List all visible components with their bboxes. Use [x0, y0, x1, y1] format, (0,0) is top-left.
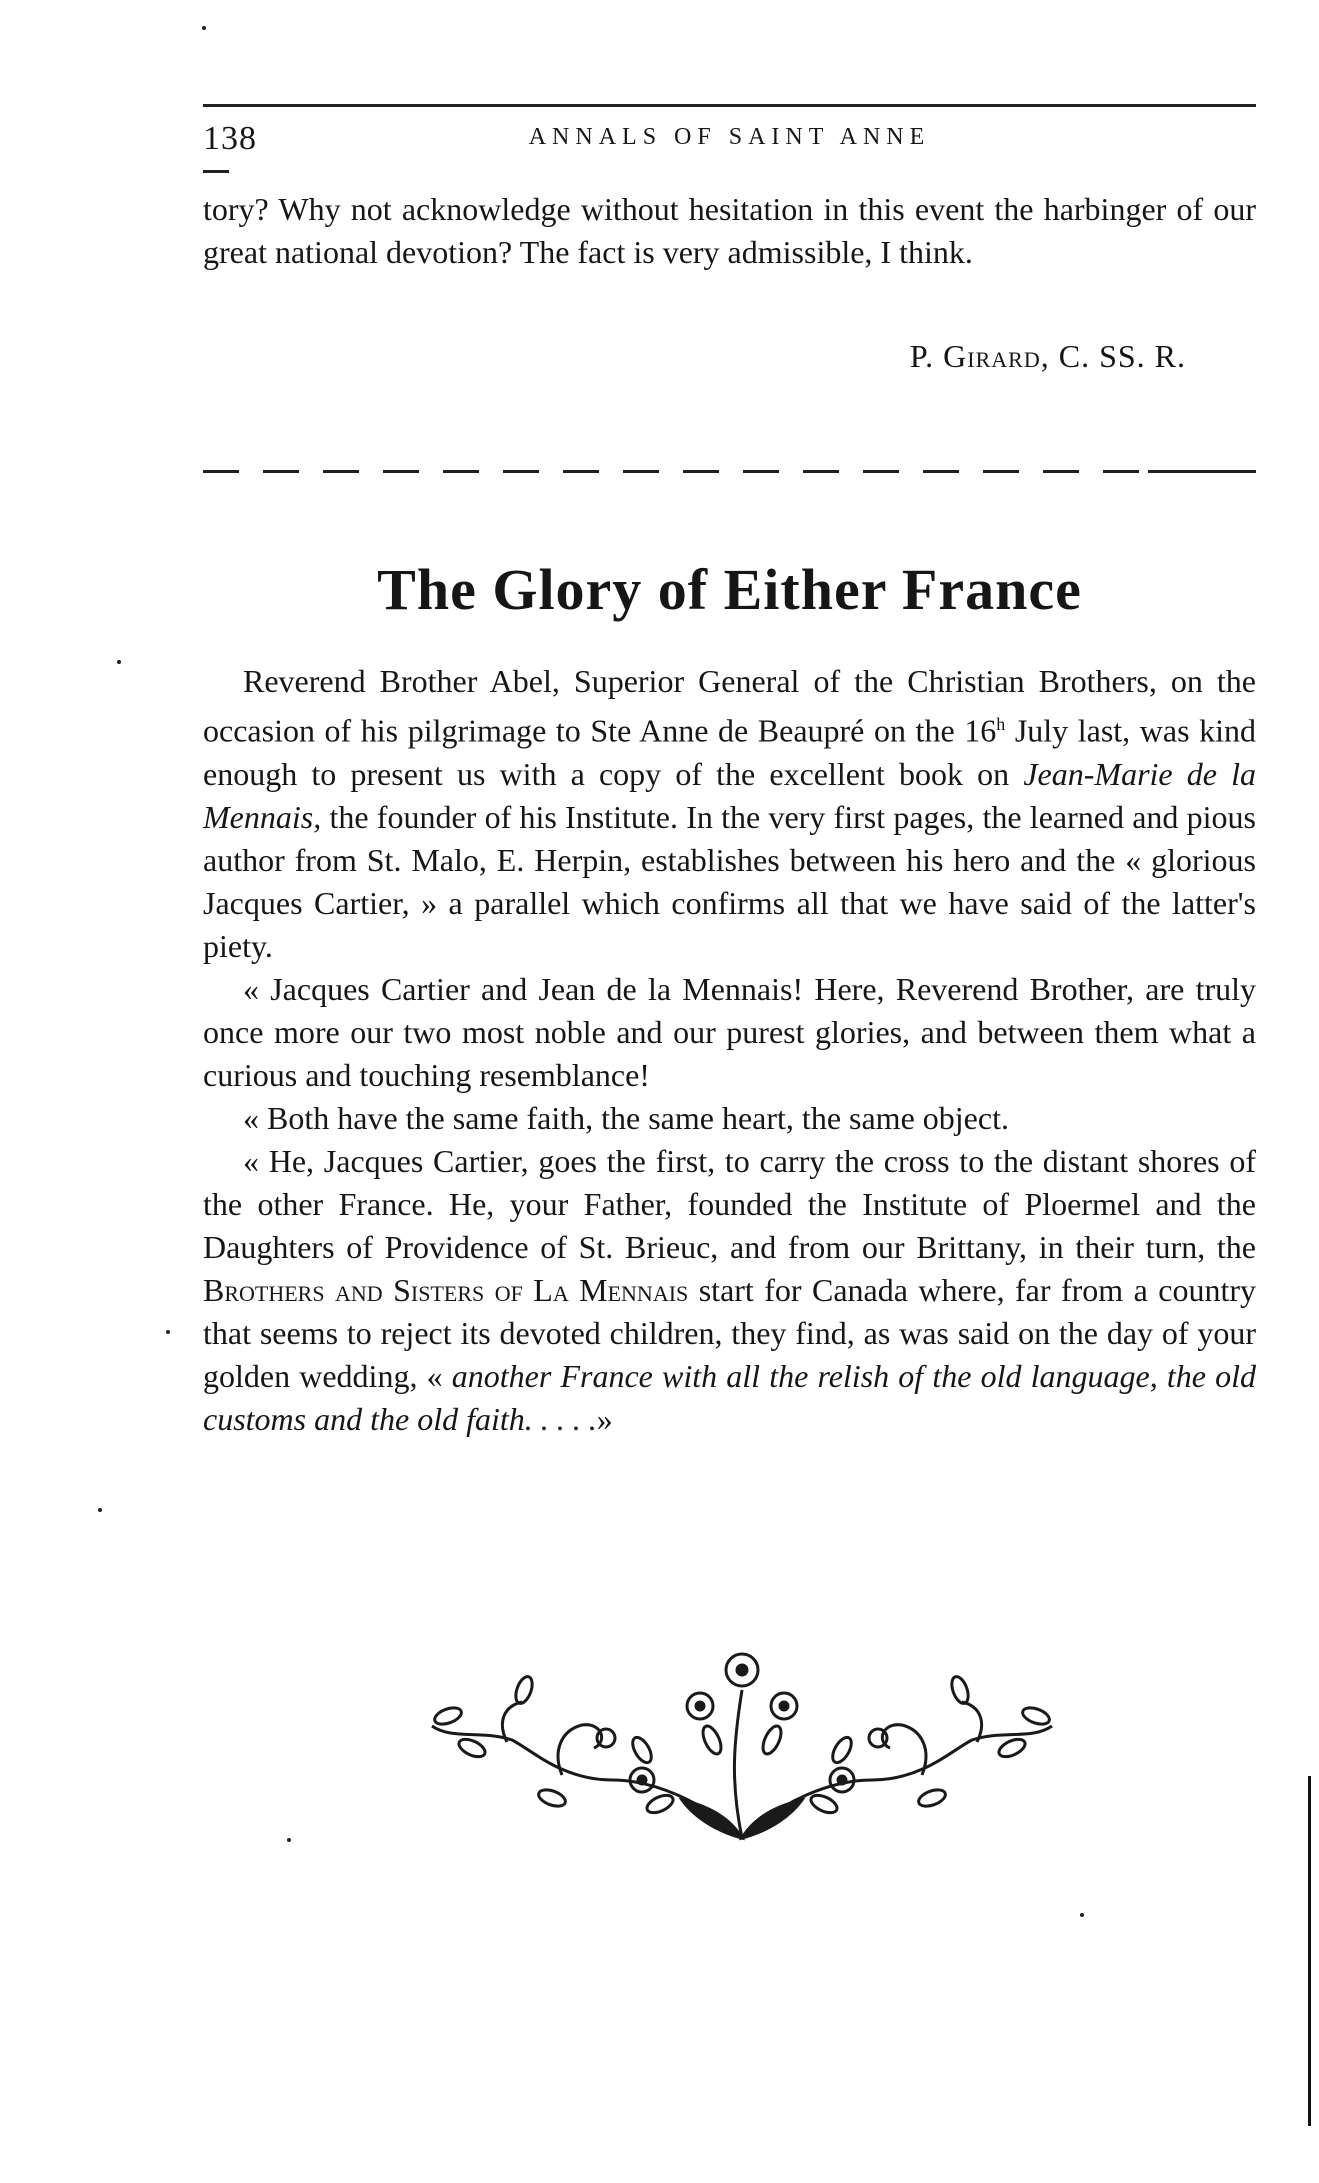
paragraph-4: [203, 1140, 1256, 1441]
author-signature: [203, 338, 1186, 375]
paragraph-1-text-b: July last, was kind enough to present us with a copy of the excellent book on: [203, 712, 1257, 792]
ordinal-suffix: h: [996, 714, 1006, 734]
print-speck: [1080, 1913, 1084, 1917]
signature-order: , C. SS. R.: [1040, 338, 1186, 374]
article-title: The Glory of Either France: [377, 557, 1082, 622]
journal-title: ANNALS OF SAINT ANNE: [528, 124, 931, 150]
page-number: 138: [203, 120, 257, 157]
print-speck: [117, 660, 121, 664]
paragraph-1-text-a: Reverend Brother Abel, Superior General of the Christian Brothers, on the occasion of his pilgrimage to Ste Anne de Beaupré on the 16: [203, 663, 1256, 749]
print-speck: [287, 1838, 291, 1842]
paragraph-4-text-b: start for Canada where, far from a country that seems to reject its devoted children, they find, as was said on the day of your golden wedding, «: [203, 1271, 1257, 1394]
header-rule: [203, 104, 1256, 107]
paragraph-2: « Jacques Cartier and Jean de la Mennais! Here, Reverend Brother, are truly once more our two most noble and our purest glories, and between them what a curious and touching resemblance!: [203, 970, 1256, 1093]
floral-ornament: [412, 1630, 1072, 1842]
print-speck: [98, 1508, 102, 1512]
article-body: [203, 660, 1256, 1441]
print-speck: [202, 26, 206, 30]
paragraph-4-text-a: « He, Jacques Cartier, goes the first, to carry the cross to the distant shores of the other France. He, your Father, founded the Institute of Ploermel and the Daughters of Providence of St. Brieuc, and from our Brittany, in their turn, the: [203, 1142, 1256, 1265]
scan-edge-line: [1308, 1776, 1311, 2126]
print-speck: [166, 1330, 170, 1334]
closing-quotation: another France with all the relish of the old language, the old customs and the old faith. . . . .: [203, 1357, 1257, 1437]
page-number-underline: [203, 170, 229, 173]
closing-guillemet: »: [596, 1400, 613, 1437]
paragraph-1: [203, 660, 1256, 968]
congregation-name: Brothers and Sisters of La Mennais: [203, 1271, 689, 1308]
section-divider-end: [1148, 470, 1256, 473]
paragraph-3: « Both have the same faith, the same heart, the same object.: [243, 1099, 1009, 1136]
book-title: Jean-Marie de la Mennais,: [203, 755, 1257, 835]
section-divider: [203, 470, 1256, 473]
continuation-paragraph: tory? Why not acknowledge without hesitation in this event the harbinger of our great national devotion? The fact is very admissible, I think.: [203, 191, 1256, 270]
running-head: [203, 120, 1256, 160]
paragraph-1-text-c: the founder of his Institute. In the very first pages, the learned and pious author from St. Malo, E. Herpin, establishes between his hero and the « glorious Jacques Cartier, » a parallel which confirms all that we have said of the latter's piety.: [203, 798, 1256, 964]
previous-article-ending: [203, 188, 1256, 274]
signature-name: P. Girard: [909, 338, 1041, 374]
